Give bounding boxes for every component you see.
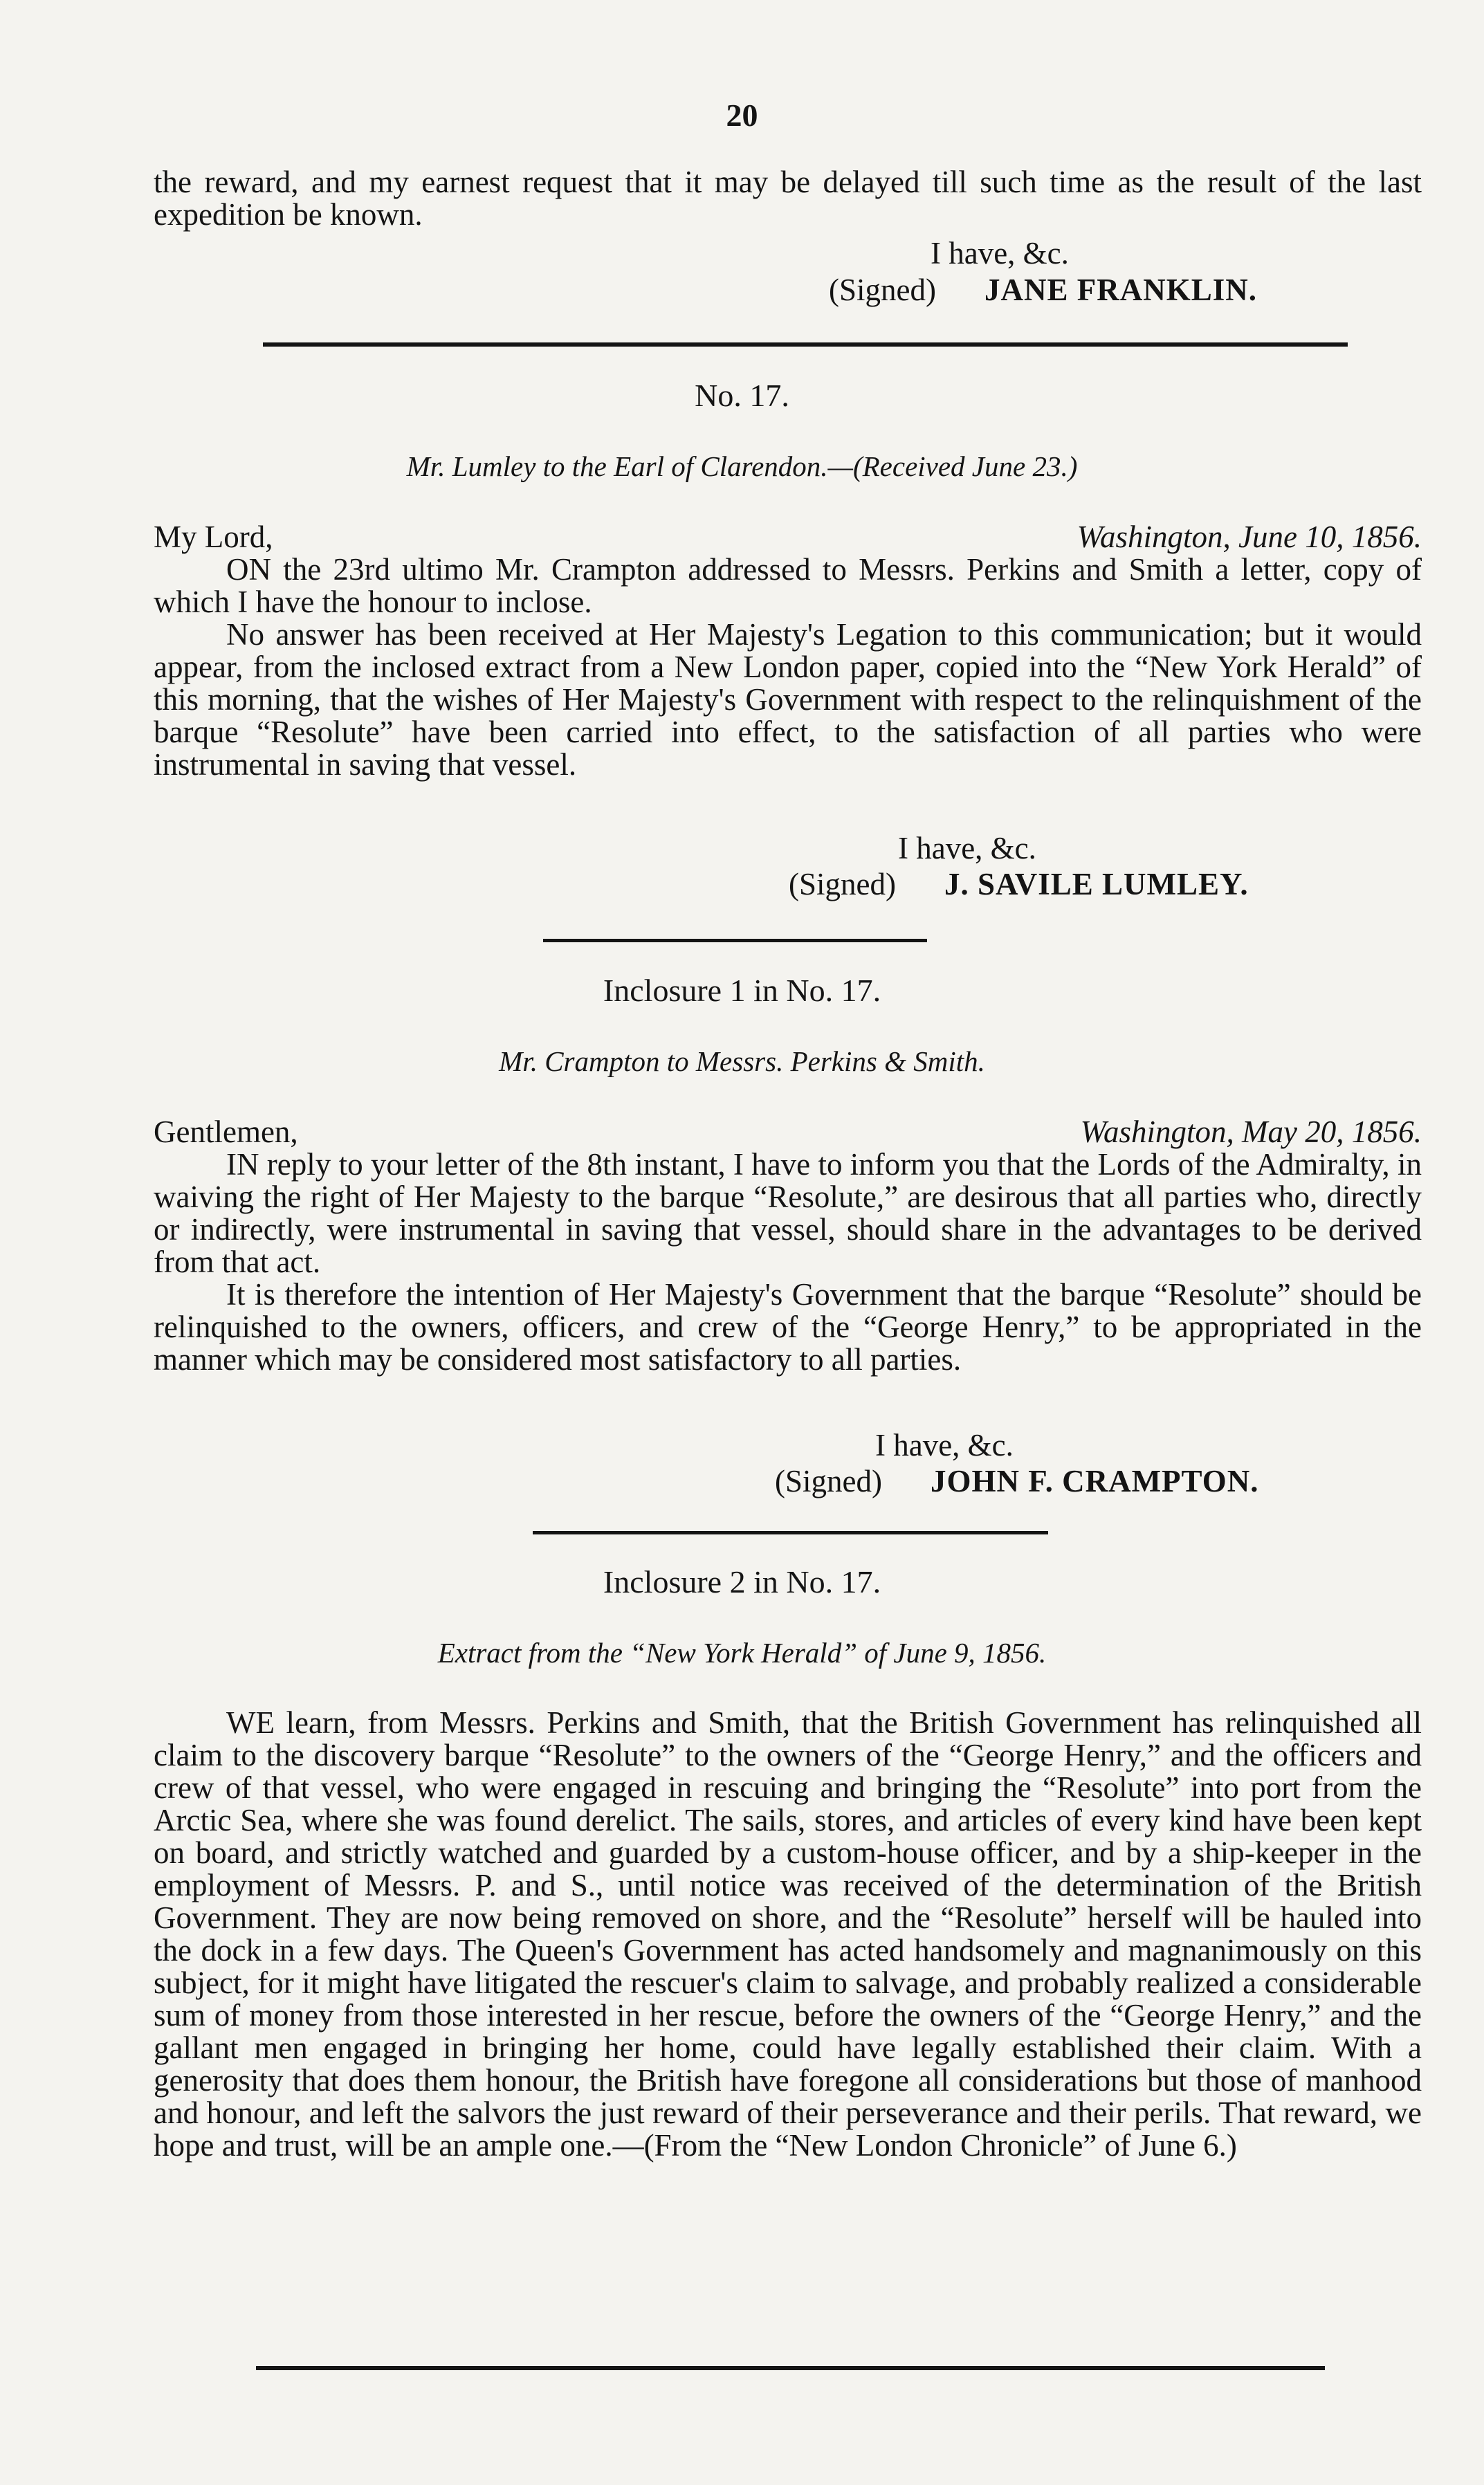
paragraph: IN reply to your letter of the 8th instant, I have to inform you that the Lords of the Admiralty, in waiving the right of Her Majesty to the barque “Resolute,” are desirous that all parties who, directly or indirectly, were instrumental in saving that vessel, should share in the advantages to be derived from that act. — [154, 1147, 1422, 1279]
letter-body — [154, 553, 1422, 781]
divider-rule — [533, 1531, 1048, 1534]
divider-rule — [263, 342, 1348, 347]
place-date: Washington, May 20, 1856. — [1080, 1115, 1422, 1149]
document-subtitle: Mr. Lumley to the Earl of Clarendon.—(Received June 23.) — [406, 450, 1078, 482]
signed-label: (Signed) — [775, 1464, 882, 1498]
closing: I have, &c. — [875, 1428, 1014, 1462]
signed-label: (Signed) — [829, 273, 936, 307]
signatory-name: JANE FRANKLIN. — [984, 273, 1258, 307]
letter-body — [154, 1148, 1422, 1376]
paragraph: No answer has been received at Her Majesty's Legation to this communication; but it would appear, from the inclosed extract from a New London paper, copied into the “New York Herald” of this morning, that the wishes of Her Majesty's Government with respect to the relinquishment of the barque “Resolute” have been carried into effect, to the satisfaction of all parties who were instrumental in saving that vessel. — [154, 617, 1422, 782]
place-date: Washington, June 10, 1856. — [1077, 520, 1422, 554]
salutation: My Lord, — [154, 520, 273, 554]
closing: I have, &c. — [898, 831, 1036, 865]
paragraph: WE learn, from Messrs. Perkins and Smith, that the British Government has relinquished all claim to the discovery barque “Resolute” to the owners of the “George Henry,” and the officers and crew of that vessel, who were engaged in rescuing and bringing the “Resolute” into port from the Arctic Sea, where she was found derelict. The sails, stores, and articles of every kind have been kept on board, and strictly watched and guarded by a custom-house officer, and by a ship-keeper in the employment of Messrs. P. and S., until notice was received of the determination of the British Government. They are now being removed on shore, and the “Resolute” herself will be hauled into the dock in a few days. The Queen's Government has acted handsomely and magnanimously on this subject, for it might have litigated the rescuer's claim to salvage, and probably realized a considerable sum of money from those interested in her rescue, before the owners of the “George Henry,” and the gallant men engaged in bringing her home, could have legally established their claim. With a generosity that does them honour, the British have foregone all considerations but those of manhood and honour, and left the salvors the just reward of their perseverance and their perils. That reward, we hope and trust, will be an ample one.—(From the “New London Chronicle” of June 6.) — [154, 1705, 1422, 2163]
divider-rule — [543, 939, 927, 942]
paragraph: ON the 23rd ultimo Mr. Crampton addressed to Messrs. Perkins and Smith a letter, copy of which I have the honour to inclose. — [154, 552, 1422, 619]
salutation-row — [154, 1114, 1422, 1150]
page-number: 20 — [726, 98, 758, 133]
salutation-row — [154, 519, 1422, 555]
top-closing: I have, &c. — [931, 236, 1069, 270]
inclosure-subtitle: Extract from the “New York Herald” of June 9, 1856. — [437, 1637, 1047, 1669]
top-paragraph: the reward, and my earnest request that it may be delayed till such time as the result of the last expedition be known. — [154, 165, 1422, 232]
signature — [789, 866, 1249, 902]
inclosure-title: Inclosure 2 in No. 17. — [603, 1564, 881, 1599]
top-signature — [829, 272, 1257, 308]
signatory-name: J. SAVILE LUMLEY. — [944, 867, 1249, 901]
inclosure-subtitle: Mr. Crampton to Messrs. Perkins & Smith. — [499, 1045, 985, 1077]
inclosure-title: Inclosure 1 in No. 17. — [603, 973, 881, 1008]
paragraph: It is therefore the intention of Her Majesty's Government that the barque “Resolute” should be relinquished to the owners, officers, and crew of the “George Henry,” to be appropriated in the manner which may be considered most satisfactory to all parties. — [154, 1277, 1422, 1377]
extract-body — [154, 1707, 1422, 2162]
salutation: Gentlemen, — [154, 1115, 298, 1149]
document-number: No. 17. — [695, 378, 789, 413]
signed-label: (Signed) — [789, 867, 896, 901]
signatory-name: JOHN F. CRAMPTON. — [930, 1464, 1259, 1498]
signature — [775, 1463, 1259, 1499]
divider-rule — [256, 2366, 1325, 2370]
